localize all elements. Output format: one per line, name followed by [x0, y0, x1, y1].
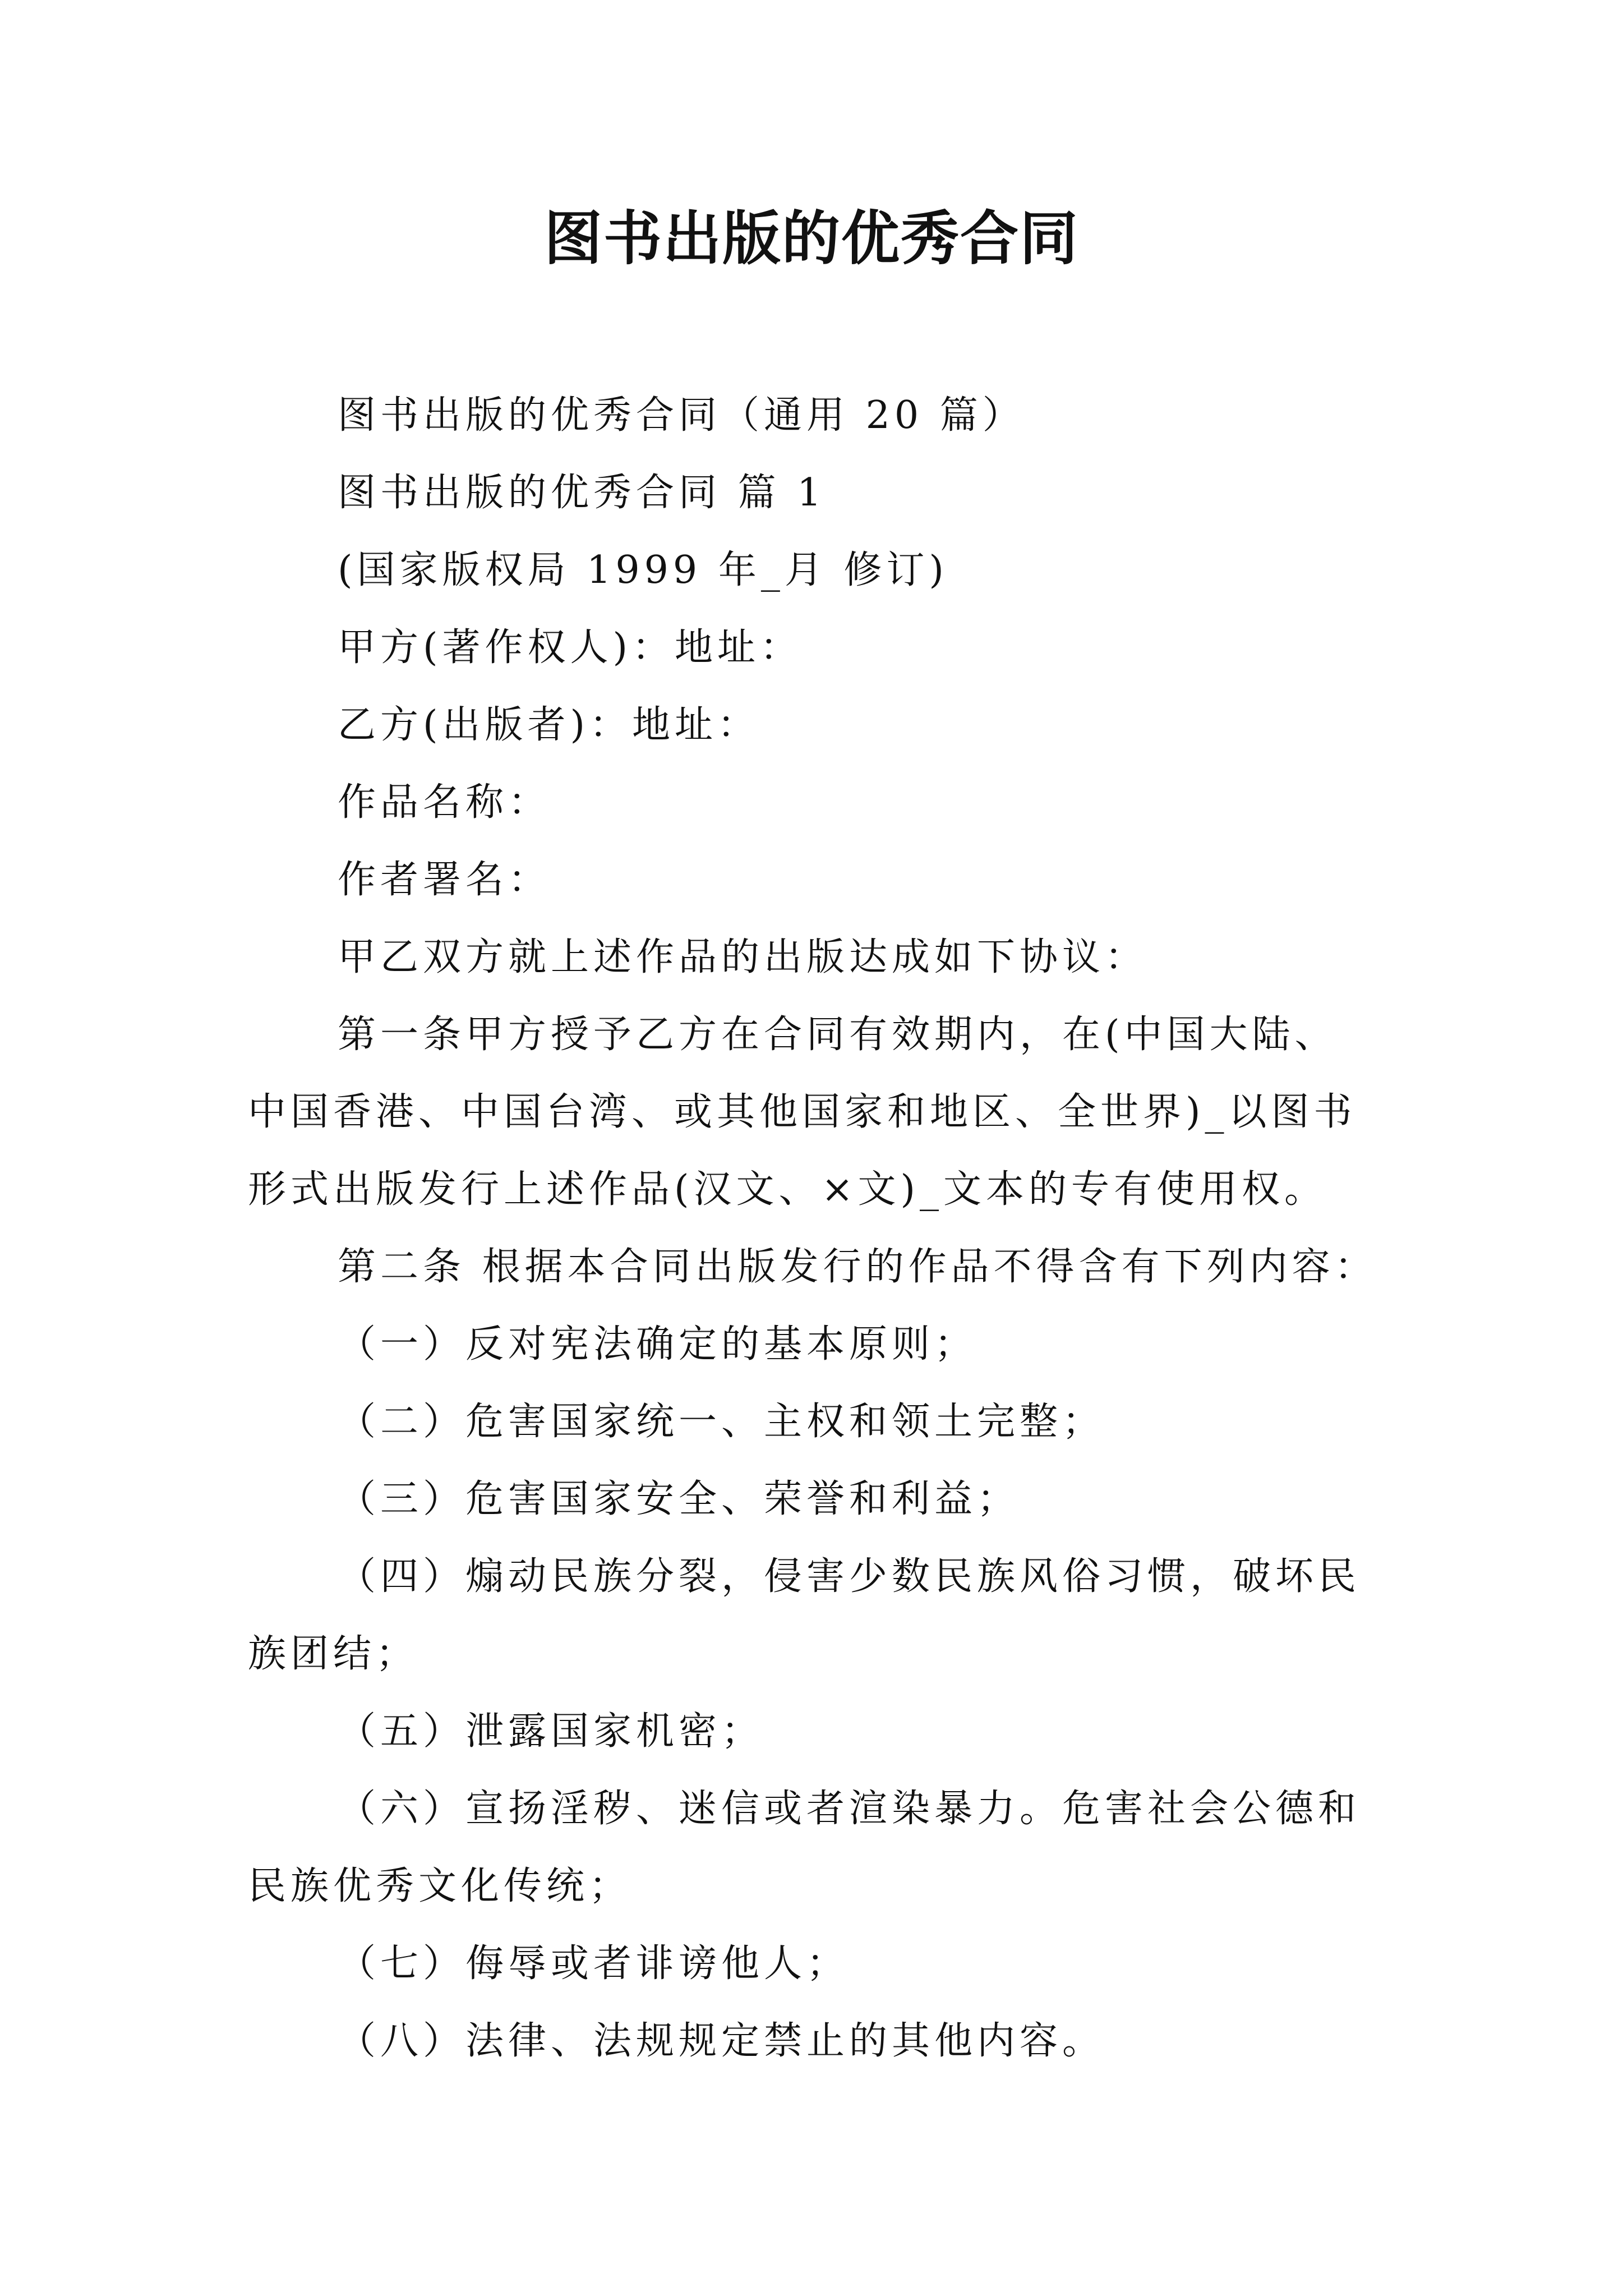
document-line: （一）反对宪法确定的基本原则；	[338, 1322, 978, 1366]
document-line: 民族优秀文化传统；	[248, 1864, 632, 1908]
document-line: 第二条 根据本合同出版发行的作品不得含有下列内容：	[338, 1245, 1377, 1289]
document-line: 图书出版的优秀合同（通用 20 篇）	[338, 393, 1025, 438]
document-line: 乙方(出版者)：地址：	[338, 703, 760, 747]
document-line: （三）危害国家安全、荣誉和利益；	[338, 1477, 1020, 1521]
document-line: 作者署名：	[338, 858, 551, 902]
document-line: 甲方(著作权人)：地址：	[338, 625, 803, 670]
document-line: （六）宣扬淫秽、迷信或者渲染暴力。危害社会公德和	[338, 1787, 1361, 1831]
document-line: 第一条甲方授予乙方在合同有效期内，在(中国大陆、	[338, 1013, 1338, 1057]
document-line: 图书出版的优秀合同 篇 1	[338, 471, 826, 515]
document-line: 形式出版发行上述作品(汉文、×文)_文本的专有使用权。	[248, 1167, 1327, 1212]
document-line: 中国香港、中国台湾、或其他国家和地区、全世界)_以图书	[248, 1090, 1357, 1134]
document-line: 作品名称：	[338, 780, 551, 825]
document-body	[248, 377, 1392, 2080]
document-title: 图书出版的优秀合同	[543, 204, 1079, 273]
document-line: 甲乙双方就上述作品的出版达成如下协议：	[338, 935, 1148, 979]
document-line: （二）危害国家统一、主权和领土完整；	[338, 1400, 1105, 1444]
document-line: （五）泄露国家机密；	[338, 1709, 764, 1754]
document-line: (国家版权局 1999 年_月 修订)	[338, 548, 948, 592]
document-line: （八）法律、法规规定禁止的其他内容。	[338, 2019, 1105, 2063]
document-line: （七）侮辱或者诽谤他人；	[338, 1941, 850, 1986]
document-line: 族团结；	[248, 1632, 419, 1676]
document-line: （四）煽动民族分裂，侵害少数民族风俗习惯，破坏民	[338, 1554, 1361, 1599]
